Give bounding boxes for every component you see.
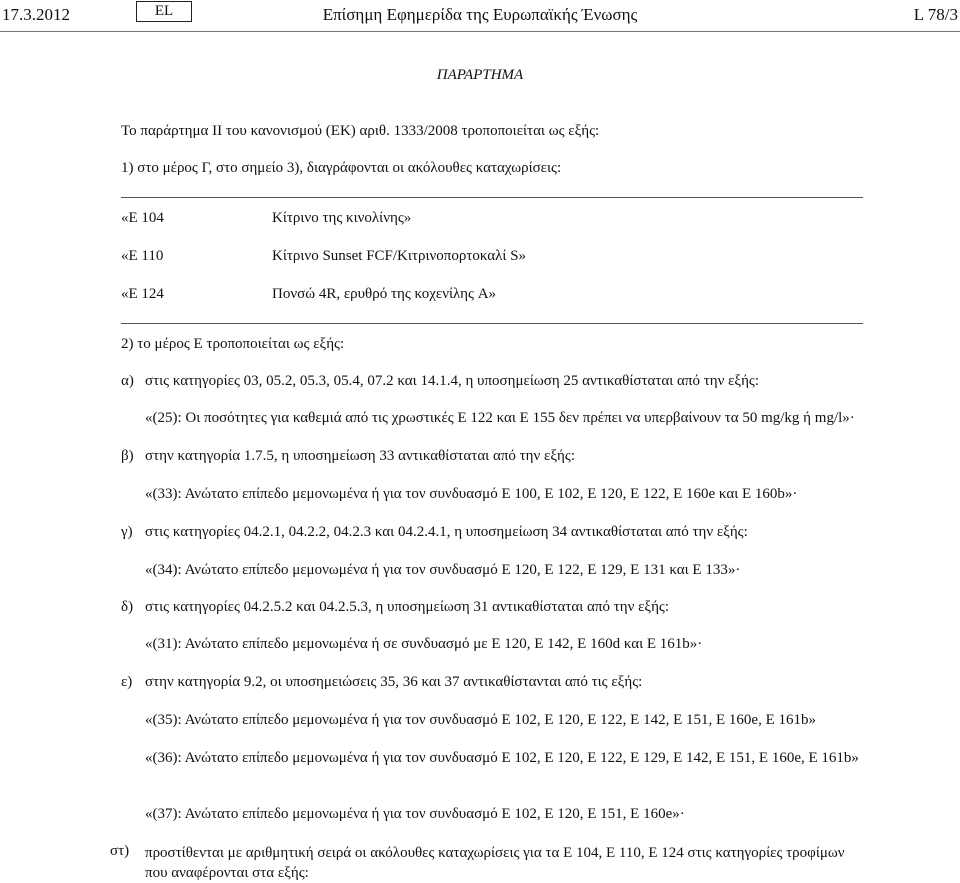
subitem-a-quote: «(25): Οι ποσότητες για καθεμιά από τις χρωστικές E 122 και E 155 δεν πρέπει να υπερβαίνουν τα 50 mg/kg ή mg/l»·	[145, 410, 855, 426]
table-bottom-rule	[121, 323, 863, 324]
subitem-a-label: α)	[121, 373, 134, 389]
table-row-name: Πονσώ 4R, ερυθρό της κοχενίλης A»	[272, 286, 497, 302]
subitem-st-label: στ)	[110, 843, 130, 859]
annex-title: ΠΑΡΑΡΤΗΜΑ	[436, 67, 524, 83]
table-top-rule	[121, 197, 863, 198]
header-language-box: EL	[136, 1, 192, 22]
subitem-c-label: γ)	[121, 524, 133, 540]
table-row-code: «E 110	[121, 248, 164, 264]
subitem-a-text: στις κατηγορίες 03, 05.2, 05.3, 05.4, 07.2 και 14.1.4, η υποσημείωση 25 αντικαθίσταται από την εξής:	[145, 373, 760, 389]
table-row-code: «E 104	[121, 210, 164, 226]
subitem-d-quote: «(31): Ανώτατο επίπεδο μεμονωμένα ή σε συνδυασμό με E 120, E 142, E 160d και E 161b»·	[145, 636, 703, 652]
item-1: 1) στο μέρος Γ, στο σημείο 3), διαγράφονται οι ακόλουθες καταχωρίσεις:	[121, 160, 562, 176]
subitem-e-quote: «(37): Ανώτατο επίπεδο μεμονωμένα ή για τον συνδυασμό E 102, E 120, E 151, E 160e»·	[145, 806, 685, 822]
subitem-e-quote: «(35): Ανώτατο επίπεδο μεμονωμένα ή για τον συνδυασμό E 102, E 120, E 122, E 142, E 151, E 160e, E 161b»	[145, 712, 816, 728]
subitem-st-text: προστίθενται με αριθμητική σειρά οι ακόλουθες καταχωρίσεις για τα E 104, E 110, E 124 στις κατηγορίες τροφίμων που αναφέρονται στα εξής:	[145, 845, 845, 881]
subitem-c-quote: «(34): Ανώτατο επίπεδο μεμονωμένα ή για τον συνδυασμό E 120, E 122, E 129, E 131 και E 133»·	[145, 562, 741, 578]
subitem-d-text: στις κατηγορίες 04.2.5.2 και 04.2.5.3, η υποσημείωση 31 αντικαθίσταται από την εξής:	[145, 599, 670, 615]
table-row-code: «E 124	[121, 286, 164, 302]
subitem-e-label: ε)	[121, 674, 133, 690]
subitem-e-quote: «(36): Ανώτατο επίπεδο μεμονωμένα ή για τον συνδυασμό E 102, E 120, E 122, E 129, E 142, E 151, E 160e, E 161b»	[145, 750, 859, 766]
subitem-d-label: δ)	[121, 599, 134, 615]
header-date: 17.3.2012	[2, 5, 70, 24]
table-row-name: Κίτρινο της κινολίνης»	[272, 210, 412, 226]
subitem-b-label: β)	[121, 448, 134, 464]
table-row-name: Κίτρινο Sunset FCF/Κιτρινοπορτοκαλί S»	[272, 248, 527, 264]
subitem-c-text: στις κατηγορίες 04.2.1, 04.2.2, 04.2.3 και 04.2.4.1, η υποσημείωση 34 αντικαθίσταται από την εξής:	[145, 524, 748, 540]
header-rule	[0, 31, 960, 32]
header-journal-title: Επίσημη Εφημερίδα της Ευρωπαϊκής Ένωσης	[322, 5, 638, 24]
intro-paragraph: Το παράρτημα II του κανονισμού (ΕΚ) αριθ. 1333/2008 τροποποιείται ως εξής:	[121, 123, 600, 139]
subitem-b-text: στην κατηγορία 1.7.5, η υποσημείωση 33 αντικαθίσταται από την εξής:	[145, 448, 575, 464]
subitem-e-text: στην κατηγορία 9.2, οι υποσημειώσεις 35, 36 και 37 αντικαθίστανται από τις εξής:	[145, 674, 643, 690]
subitem-b-quote: «(33): Ανώτατο επίπεδο μεμονωμένα ή για τον συνδυασμό E 100, E 102, E 120, E 122, E 160e και E 160b»·	[145, 486, 798, 502]
item-2: 2) το μέρος Ε τροποποιείται ως εξής:	[121, 336, 345, 352]
page-header	[0, 0, 960, 30]
header-page-number: L 78/3	[913, 5, 958, 24]
